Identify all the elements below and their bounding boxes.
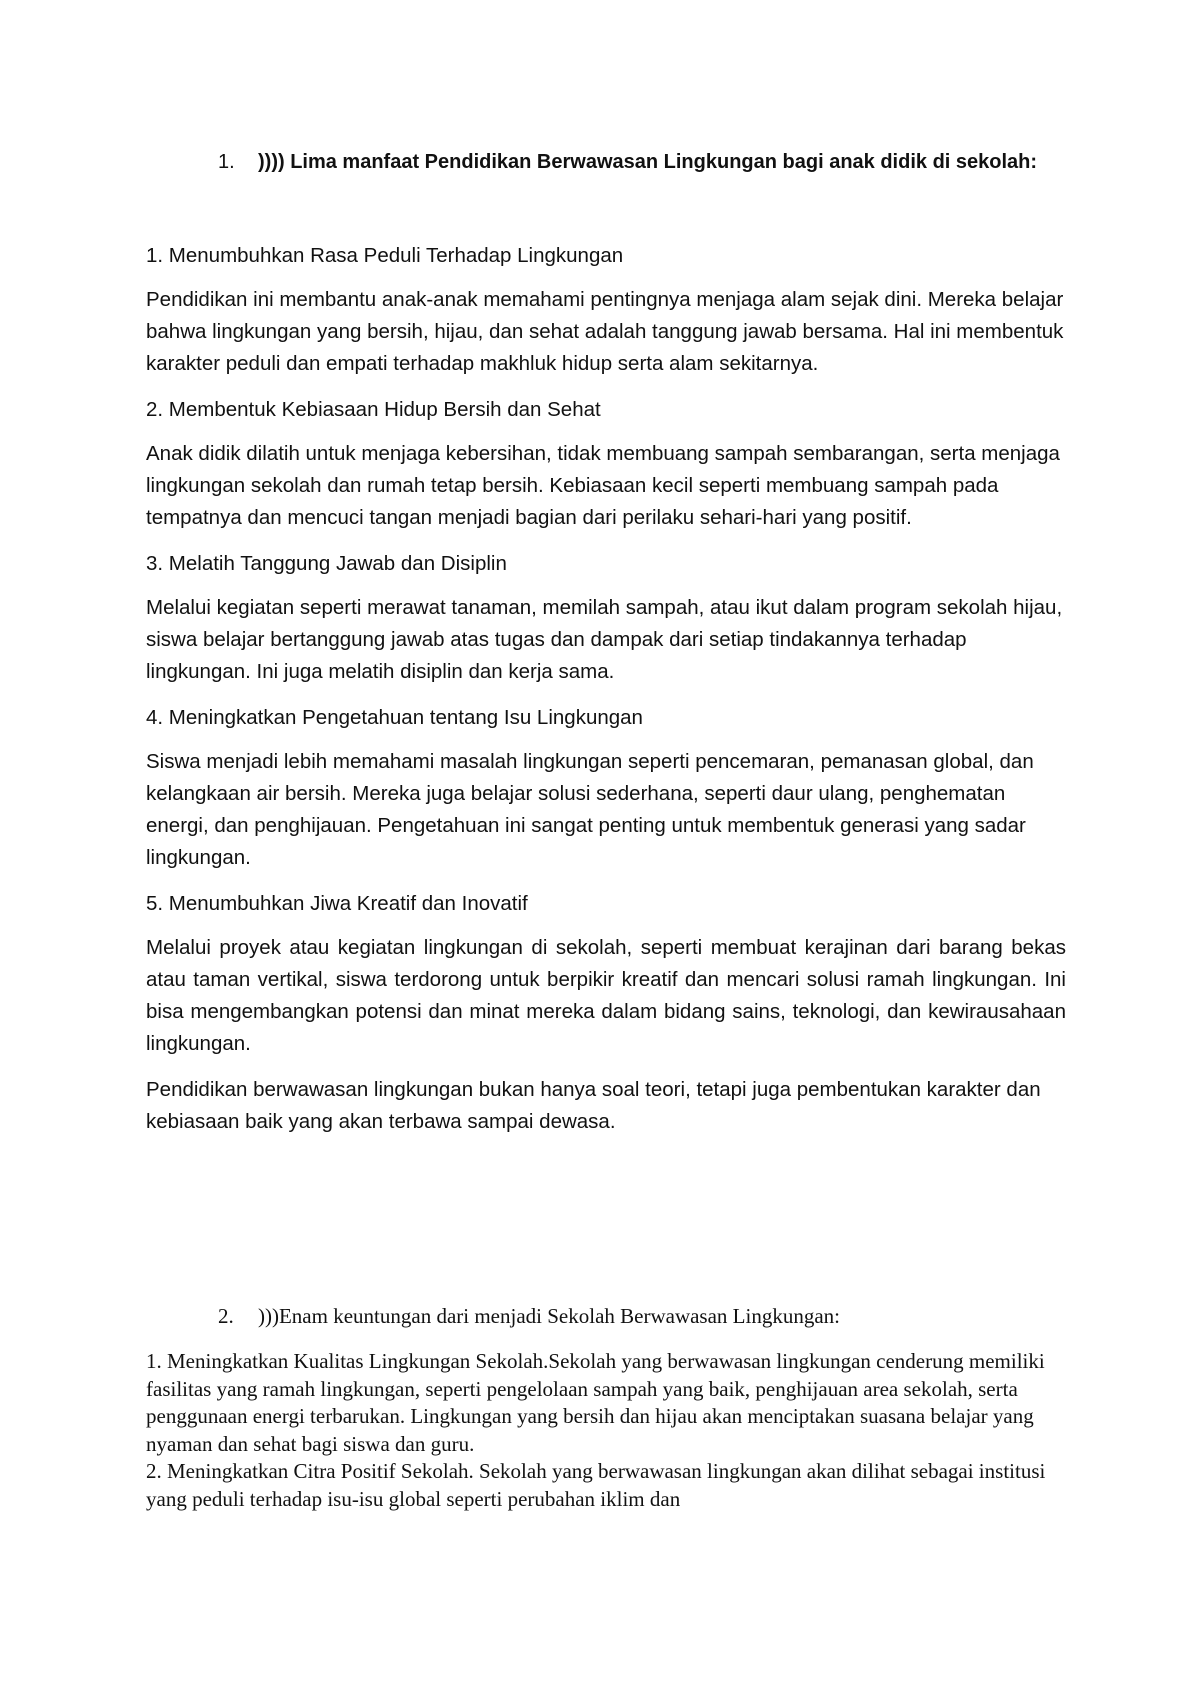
item-2-title: 2. Membentuk Kebiasaan Hidup Bersih dan Sehat	[146, 398, 601, 421]
closing-paragraph: Pendidikan berwawasan lingkungan bukan hanya soal teori, tetapi juga pembentukan karakter dan kebiasaan baik yang akan terbawa sampai dewasa.	[146, 1078, 1041, 1133]
item-4-body: Siswa menjadi lebih memahami masalah lingkungan seperti pencemaran, pemanasan global, dan kelangkaan air bersih. Mereka juga belajar solusi sederhana, seperti daur ulang, penghematan energi, dan penghijauan. Pengetahuan ini sangat penting untuk membentuk generasi yang sadar lingkungan.	[146, 750, 1034, 869]
item-4-title: 4. Meningkatkan Pengetahuan tentang Isu Lingkungan	[146, 706, 643, 729]
section-2-body	[146, 1348, 1066, 1513]
item-1-body: Pendidikan ini membantu anak-anak memahami pentingnya menjaga alam sejak dini. Mereka belajar bahwa lingkungan yang bersih, hijau, dan sehat adalah tanggung jawab bersama. Hal ini membentuk karakter peduli dan empati terhadap makhluk hidup serta alam sekitarnya.	[146, 288, 1064, 375]
section-1-heading	[218, 148, 1140, 176]
section-1-number: 1.	[218, 151, 235, 173]
item-3-title: 3. Melatih Tanggung Jawab dan Disiplin	[146, 552, 507, 575]
item-1-title: 1. Menumbuhkan Rasa Peduli Terhadap Lingkungan	[146, 244, 624, 267]
item-5-body: Melalui proyek atau kegiatan lingkungan di sekolah, seperti membuat kerajinan dari barang bekas atau taman vertikal, siswa terdorong untuk berpikir kreatif dan mencari solusi ramah lingkungan. Ini bisa mengembangkan potensi dan minat mereka dalam bidang sains, teknologi, dan kewirausahaan lingkungan.	[146, 936, 1066, 1055]
section-2-heading-text: )))Enam keuntungan dari menjadi Sekolah Berwawasan Lingkungan:	[258, 1304, 840, 1328]
item-3-body: Melalui kegiatan seperti merawat tanaman, memilah sampah, atau ikut dalam program sekolah hijau, siswa belajar bertanggung jawab atas tugas dan dampak dari setiap tindakannya terhadap lingkungan. Ini juga melatih disiplin dan kerja sama.	[146, 596, 1063, 683]
section-1-body	[146, 240, 1066, 1152]
section-2-heading	[218, 1302, 840, 1330]
item-5-title: 5. Menumbuhkan Jiwa Kreatif dan Inovatif	[146, 892, 528, 915]
section-1-heading-text: )))) Lima manfaat Pendidikan Berwawasan Lingkungan bagi anak didik di sekolah:	[258, 151, 1038, 173]
section-2-paragraph-2: 2. Meningkatkan Citra Positif Sekolah. Sekolah yang berwawasan lingkungan akan dilihat sebagai institusi yang peduli terhadap isu-isu global seperti perubahan iklim dan	[146, 1459, 1046, 1511]
section-2-number: 2.	[218, 1304, 234, 1328]
section-2-paragraph-1: 1. Meningkatkan Kualitas Lingkungan Sekolah.Sekolah yang berwawasan lingkungan cenderung memiliki fasilitas yang ramah lingkungan, seperti pengelolaan sampah yang baik, penghijauan area sekolah, serta penggunaan energi terbarukan. Lingkungan yang bersih dan hijau akan menciptakan suasana belajar yang nyaman dan sehat bagi siswa dan guru.	[146, 1349, 1045, 1456]
item-2-body: Anak didik dilatih untuk menjaga kebersihan, tidak membuang sampah sembarangan, serta menjaga lingkungan sekolah dan rumah tetap bersih. Kebiasaan kecil seperti membuang sampah pada tempatnya dan mencuci tangan menjadi bagian dari perilaku sehari-hari yang positif.	[146, 442, 1060, 529]
